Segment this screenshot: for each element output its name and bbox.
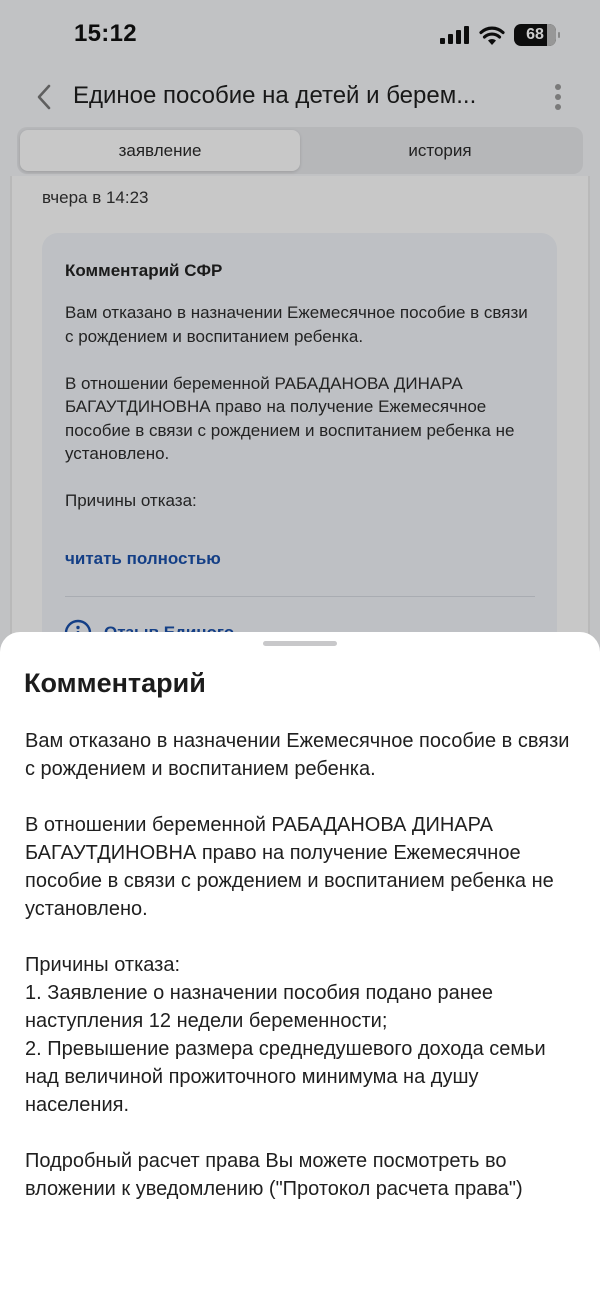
status-time: 15:12 (74, 20, 137, 47)
sheet-drag-handle[interactable] (263, 641, 337, 646)
sheet-title: Комментарий (24, 668, 206, 698)
sheet-body (25, 727, 577, 1231)
event-timestamp: вчера в 14:23 (42, 188, 149, 207)
rejection-reasons (25, 951, 577, 1119)
tab-application[interactable]: заявление (20, 130, 300, 171)
tab-history[interactable]: история (408, 141, 472, 160)
comment-paragraph: В отношении беременной РАБАДАНОВА ДИНАРА БАГАУТДИНОВНА право на получение Ежемесячное пособие в связи с рождением и воспитанием ребенка не установлено. (65, 373, 515, 463)
page-title: Единое пособие на детей и берем... (73, 82, 477, 109)
comment-paragraph: Причины отказа: (65, 491, 197, 510)
reason-item: 2. Превышение размера среднедушевого дохода семьи над величиной прожиточного минимума на душу населения. (25, 1038, 546, 1116)
reason-item: 1. Заявление о назначении пособия подано ранее наступления 12 недели беременности; (25, 982, 494, 1032)
sheet-paragraph: Вам отказано в назначении Ежемесячное пособие в связи с рождением и воспитанием ребенка. (25, 730, 570, 780)
read-more-link[interactable]: читать полностью (65, 549, 221, 568)
comment-card-title: Комментарий СФР (65, 261, 223, 280)
battery-percent: 68 (526, 26, 544, 43)
sheet-footer-text: Подробный расчет права Вы можете посмотреть во вложении к уведомлению ("Протокол расчета права") (25, 1150, 523, 1200)
sheet-paragraph: В отношении беременной РАБАДАНОВА ДИНАРА БАГАУТДИНОВНА право на получение Ежемесячное пособие в связи с рождением и воспитанием ребенка не установлено. (25, 814, 554, 920)
reasons-heading: Причины отказа: (25, 954, 181, 976)
comment-bottom-sheet (0, 632, 600, 1297)
comment-paragraph: Вам отказано в назначении Ежемесячное пособие в связи с рождением и воспитанием ребенка. (65, 303, 528, 346)
